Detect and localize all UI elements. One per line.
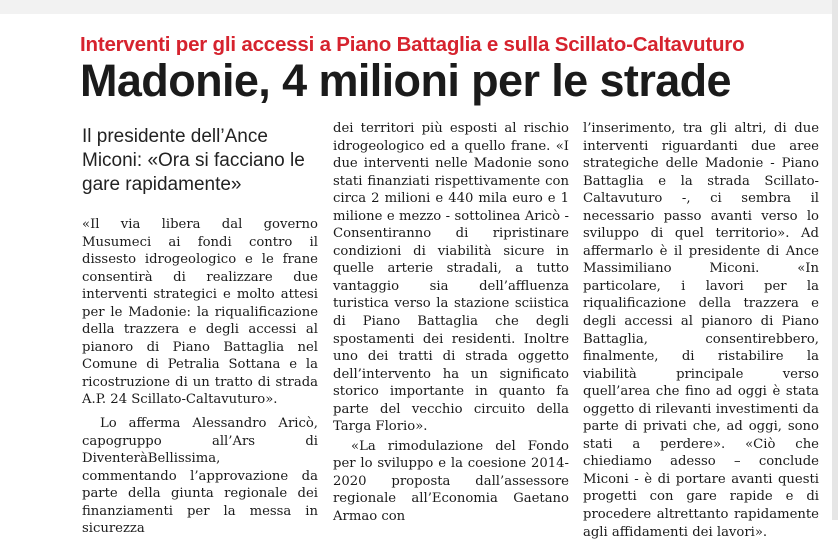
article-column-2	[333, 120, 569, 526]
article-headline: Madonie, 4 milioni per le strade	[80, 55, 731, 106]
paragraph: «Il via libera dal governo Musumeci ai fondi contro il dissesto idrogeologico e le frane consentirà di realizzare due interventi strategici e molto attesi per le Madonie: la riqualificazione della trazzera e degli accessi al pianoro di Piano Battaglia nel Comune di Petralia Sottana e la ricostruzione di un tratto di strada A.P. 24 Scillato-Caltavuturo».	[82, 217, 318, 408]
paragraph: dei territori più esposti al rischio idrogeologico ed a quello frane. «I due interventi nelle Madonie sono stati finanziati rispettivamente con circa 2 milioni e 440 mila euro e 1 milione e mezzo - sottolinea Aricò - Consentiranno di ripristinare condizioni di viabilità sicure in quelle arterie stradali, a tutto vantaggio sia dell’affluenza turistica verso la stazione sciistica di Piano Battaglia che degli spostamenti dei residenti. Inoltre uno dei tratti di strada oggetto dell’intervento ha un significato storico importante in quanto fa parte del vecchio circuito della Targa Florio».	[333, 121, 569, 435]
article-column-3	[583, 120, 819, 541]
page-top-band	[0, 0, 838, 14]
paragraph: l’inserimento, tra gli altri, di due interventi riguardanti due aree strategiche delle Madonie - Piano Battaglia e la strada Scillato-Caltavuturo -, ci sembra il necessario passo avanti verso lo sviluppo di quel territorio». Ad affermarlo è il presidente di Ance Massimiliano Miconi. «In particolare, i lavori per la riqualificazione della trazzera e degli accessi al pianoro di Piano Battaglia, consentirebbero, finalmente, di ristabilire la viabilità principale verso quell’area che fino ad oggi è stata oggetto di rilevanti investimenti da parte di privati che, ad oggi, sono stati a perdere». «Ciò che chiediamo adesso – conclude Miconi - è di portare avanti questi progetti con gare rapide e di procedere altrettanto rapidamente agli affidamenti dei lavori».	[583, 121, 819, 540]
paragraph: «La rimodulazione del Fondo per lo sviluppo e la coesione 2014-2020 proposta dall’assessore regionale all’Economia Gaetano Armao con	[333, 438, 569, 525]
article-kicker: Interventi per gli accessi a Piano Battaglia e sulla Scillato-Caltavuturo	[80, 33, 745, 56]
article-subhead: Il presidente dell’Ance Miconi: «Ora si facciano le gare rapidamente»	[82, 126, 305, 195]
article-column-1	[82, 216, 318, 538]
paragraph: Lo afferma Alessandro Aricò, capogruppo all’Ars di DiventeràBellissima, commentando l’approvazione da parte della giunta regionale dei finanziamenti per la messa in sicurezza	[82, 416, 318, 537]
